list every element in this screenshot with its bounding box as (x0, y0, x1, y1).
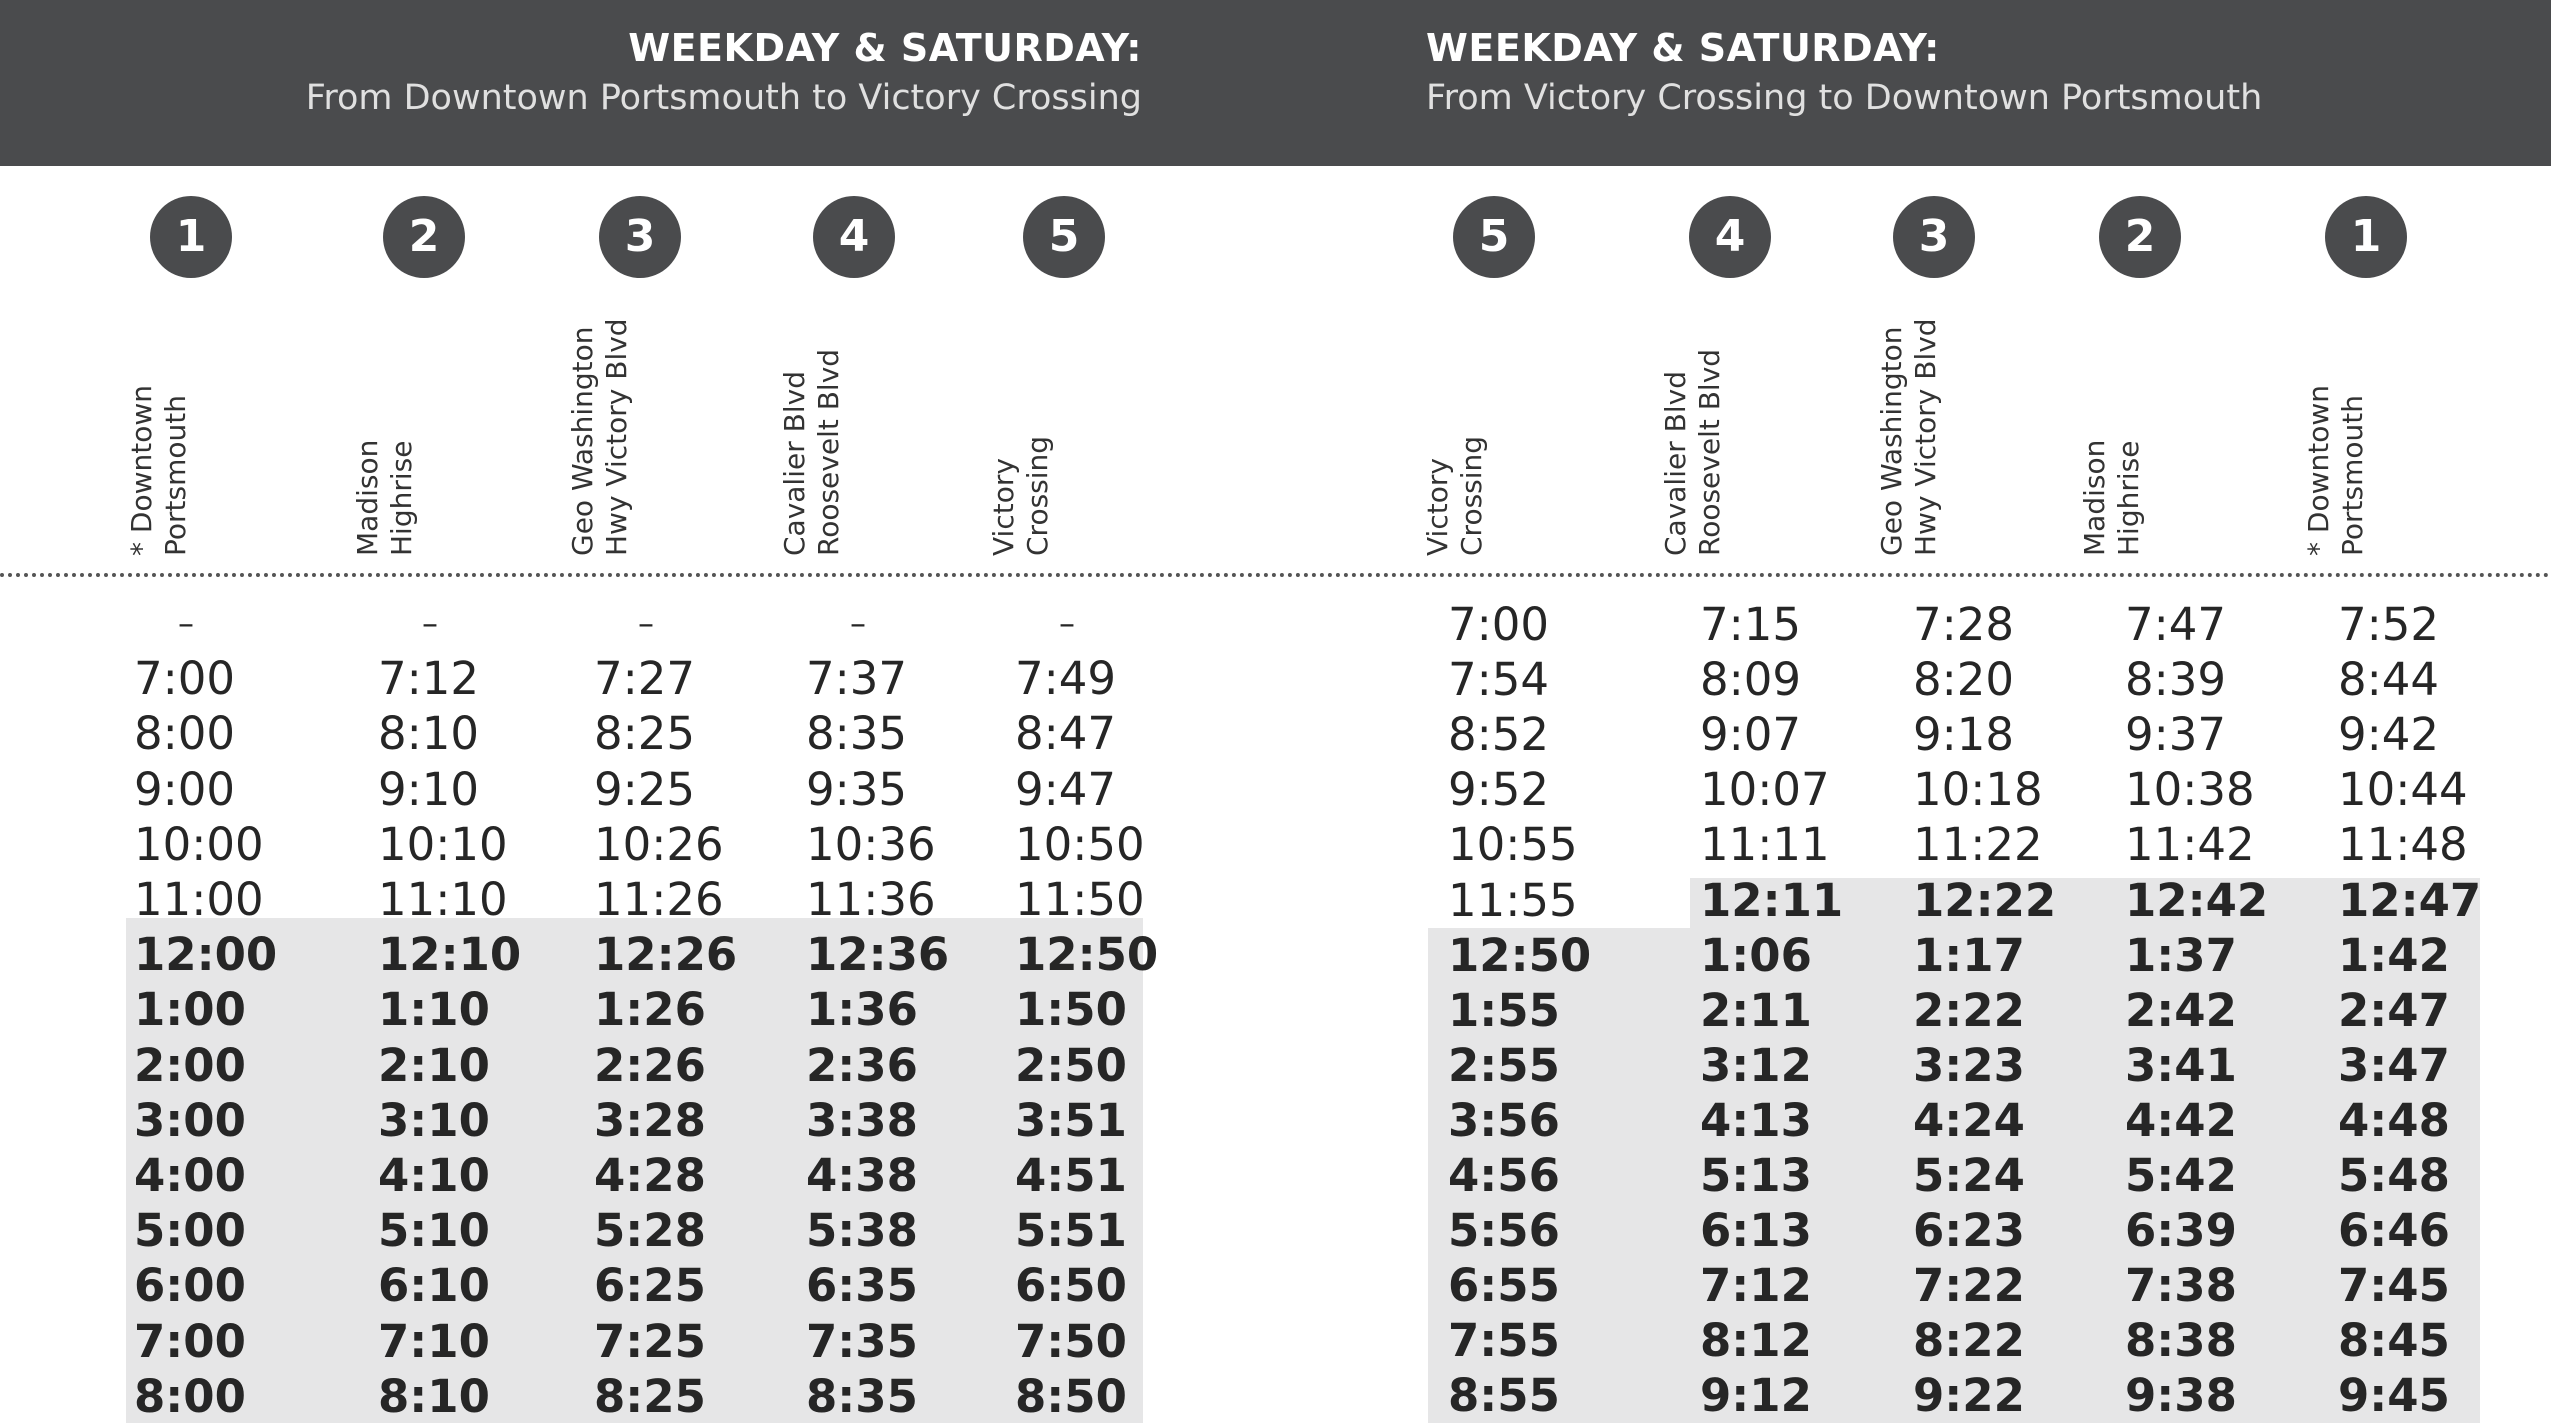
right-time-cell: 4:24 (1913, 1094, 2025, 1147)
left-time-cell: 8:10 (378, 707, 480, 760)
left-time-cell: 7:27 (594, 652, 696, 705)
left-time-cell: 7:00 (134, 652, 236, 705)
right-time-cell: 11:11 (1700, 818, 1830, 871)
right_stops-label: Victory Crossing (1421, 435, 1488, 556)
right-time-cell: 6:39 (2125, 1204, 2237, 1257)
left-time-cell: 10:10 (378, 818, 508, 871)
left-time-cell: 6:10 (378, 1259, 490, 1312)
right-time-cell: 2:42 (2125, 984, 2237, 1037)
right-time-cell: 5:13 (1700, 1149, 1812, 1202)
right-time-cell: 1:42 (2338, 929, 2450, 982)
right-time-cell: 6:55 (1448, 1259, 1560, 1312)
left-time-cell: 12:00 (134, 928, 278, 981)
right_stops-label: Cavalier Blvd Roosevelt Blvd (1659, 348, 1726, 556)
left-time-cell: 1:00 (134, 983, 246, 1036)
left-time-cell: 12:10 (378, 928, 522, 981)
left-time-cell: 8:35 (806, 707, 908, 760)
right-time-cell: 9:42 (2338, 708, 2440, 761)
right-time-cell: 11:42 (2125, 818, 2255, 871)
left-time-cell: 8:10 (378, 1370, 490, 1423)
right-time-cell: 9:12 (1700, 1369, 1812, 1422)
left_stops-circle: 2 (383, 196, 465, 278)
right-time-cell: 8:52 (1448, 708, 1550, 761)
left-time-cell: 7:00 (134, 1315, 246, 1368)
right_stops-circle: 2 (2099, 196, 2181, 278)
left-time-cell: 9:10 (378, 763, 480, 816)
right-time-cell: 7:22 (1913, 1259, 2025, 1312)
left-time-cell: 1:10 (378, 983, 490, 1036)
right-time-cell: 1:37 (2125, 929, 2237, 982)
right-time-cell: 8:12 (1700, 1314, 1812, 1367)
right-time-cell: 8:20 (1913, 653, 2015, 706)
right-time-cell: 3:47 (2338, 1039, 2450, 1092)
left-time-cell: 11:26 (594, 873, 724, 926)
left-time-cell: 8:35 (806, 1370, 918, 1423)
left-time-cell: 5:10 (378, 1204, 490, 1257)
left-time-cell: 11:10 (378, 873, 508, 926)
right-time-cell: 7:28 (1913, 598, 2015, 651)
left-time-cell: 5:28 (594, 1204, 706, 1257)
right-time-cell: 6:46 (2338, 1204, 2450, 1257)
left-time-cell: 5:51 (1015, 1204, 1127, 1257)
left-time-cell: 5:00 (134, 1204, 246, 1257)
right-time-cell: 12:42 (2125, 874, 2269, 927)
right-time-cell: 8:44 (2338, 653, 2440, 706)
right_stops-circle: 3 (1893, 196, 1975, 278)
left-time-cell: 2:36 (806, 1039, 918, 1092)
right-time-cell: 10:18 (1913, 763, 2043, 816)
right_stops-label: * Downtown Portsmouth (2302, 385, 2369, 556)
left-time-cell: 3:28 (594, 1094, 706, 1147)
dotted-divider (0, 573, 2551, 577)
right-time-cell: 8:39 (2125, 653, 2227, 706)
left-time-cell: 10:00 (134, 818, 264, 871)
left-time-cell: 10:50 (1015, 818, 1145, 871)
right-time-cell: 8:45 (2338, 1314, 2450, 1367)
right-time-cell: 7:12 (1700, 1259, 1812, 1312)
right_stops-circle: 1 (2325, 196, 2407, 278)
right-time-cell: 12:11 (1700, 874, 1844, 927)
left-time-cell: 1:26 (594, 983, 706, 1036)
right_stops-label: Geo Washington Hwy Victory Blvd (1875, 318, 1942, 556)
left_stops-label: Cavalier Blvd Roosevelt Blvd (778, 348, 845, 556)
left-time-cell: 4:00 (134, 1149, 246, 1202)
right-time-cell: 5:42 (2125, 1149, 2237, 1202)
left-time-cell: 3:10 (378, 1094, 490, 1147)
right-time-cell: 4:42 (2125, 1094, 2237, 1147)
right-time-cell: 2:22 (1913, 984, 2025, 1037)
left-time-cell: 8:47 (1015, 707, 1117, 760)
left-time-cell: 4:51 (1015, 1149, 1127, 1202)
left-time-cell: – (422, 604, 438, 642)
left-time-cell: 2:26 (594, 1039, 706, 1092)
right-time-cell: 5:56 (1448, 1204, 1560, 1257)
right-time-cell: 2:47 (2338, 984, 2450, 1037)
right-time-cell: 12:47 (2338, 874, 2482, 927)
right-time-cell: 9:52 (1448, 763, 1550, 816)
right-time-cell: 11:22 (1913, 818, 2043, 871)
left-time-cell: 6:00 (134, 1259, 246, 1312)
right-time-cell: 9:18 (1913, 708, 2015, 761)
left-time-cell: 6:50 (1015, 1259, 1127, 1312)
left-time-cell: 7:49 (1015, 652, 1117, 705)
right-time-cell: 9:22 (1913, 1369, 2025, 1422)
left-time-cell: 1:50 (1015, 983, 1127, 1036)
left-time-cell: 2:10 (378, 1039, 490, 1092)
left-time-cell: 2:50 (1015, 1039, 1127, 1092)
right-time-cell: 9:37 (2125, 708, 2227, 761)
right-time-cell: 3:56 (1448, 1094, 1560, 1147)
left-time-cell: 8:00 (134, 1370, 246, 1423)
left-header-subtitle: From Downtown Portsmouth to Victory Crossing (305, 78, 1142, 118)
left-time-cell: 7:25 (594, 1315, 706, 1368)
left-time-cell: 9:47 (1015, 763, 1117, 816)
right-time-cell: 7:47 (2125, 598, 2227, 651)
left-time-cell: – (850, 604, 866, 642)
left-time-cell: 7:12 (378, 652, 480, 705)
right-time-cell: 9:45 (2338, 1369, 2450, 1422)
left-header-title: WEEKDAY & SATURDAY: (628, 26, 1142, 70)
right-time-cell: 3:41 (2125, 1039, 2237, 1092)
right_stops-label: Madison Highrise (2078, 439, 2145, 556)
left-time-cell: 7:50 (1015, 1315, 1127, 1368)
left-time-cell: 3:38 (806, 1094, 918, 1147)
right-time-cell: 5:24 (1913, 1149, 2025, 1202)
right-time-cell: 7:55 (1448, 1314, 1560, 1367)
left_stops-circle: 4 (813, 196, 895, 278)
left-time-cell: 12:36 (806, 928, 950, 981)
right-time-cell: 1:17 (1913, 929, 2025, 982)
left-time-cell: 4:38 (806, 1149, 918, 1202)
left-time-cell: 7:10 (378, 1315, 490, 1368)
right-time-cell: 9:07 (1700, 708, 1802, 761)
left-time-cell: 7:35 (806, 1315, 918, 1368)
left-time-cell: 6:35 (806, 1259, 918, 1312)
right-time-cell: 12:22 (1913, 874, 2057, 927)
left-time-cell: 8:25 (594, 1370, 706, 1423)
right-time-cell: 7:00 (1448, 598, 1550, 651)
left-time-cell: 3:00 (134, 1094, 246, 1147)
left_stops-circle: 5 (1023, 196, 1105, 278)
right-header-title: WEEKDAY & SATURDAY: (1426, 26, 1940, 70)
left-time-cell: 9:00 (134, 763, 236, 816)
right-time-cell: 12:50 (1448, 929, 1592, 982)
left-time-cell: 10:26 (594, 818, 724, 871)
left-time-cell: 2:00 (134, 1039, 246, 1092)
left-time-cell: 11:00 (134, 873, 264, 926)
right-time-cell: 6:13 (1700, 1204, 1812, 1257)
right-time-cell: 4:48 (2338, 1094, 2450, 1147)
left-time-cell: 4:28 (594, 1149, 706, 1202)
right-time-cell: 2:11 (1700, 984, 1812, 1037)
right-time-cell: 7:15 (1700, 598, 1802, 651)
right-time-cell: 7:52 (2338, 598, 2440, 651)
left-time-cell: 12:50 (1015, 928, 1159, 981)
left-time-cell: 8:00 (134, 707, 236, 760)
right-time-cell: 7:38 (2125, 1259, 2237, 1312)
left-time-cell: 8:25 (594, 707, 696, 760)
left-time-cell: – (178, 604, 194, 642)
right-time-cell: 1:06 (1700, 929, 1812, 982)
right-time-cell: 11:48 (2338, 818, 2468, 871)
right-time-cell: 9:38 (2125, 1369, 2237, 1422)
right-time-cell: 3:12 (1700, 1039, 1812, 1092)
right-time-cell: 8:55 (1448, 1369, 1560, 1422)
left-time-cell: 10:36 (806, 818, 936, 871)
left-time-cell: 9:35 (806, 763, 908, 816)
left-time-cell: 9:25 (594, 763, 696, 816)
right-time-cell: 8:38 (2125, 1314, 2237, 1367)
right-time-cell: 11:55 (1448, 874, 1578, 927)
right-time-cell: 1:55 (1448, 984, 1560, 1037)
left_stops-label: Victory Crossing (987, 435, 1054, 556)
right_stops-circle: 5 (1453, 196, 1535, 278)
left-time-cell: – (1059, 604, 1075, 642)
left-time-cell: – (638, 604, 654, 642)
left-time-cell: 8:50 (1015, 1370, 1127, 1423)
left-time-cell: 6:25 (594, 1259, 706, 1312)
right-time-cell: 10:38 (2125, 763, 2255, 816)
right-time-cell: 5:48 (2338, 1149, 2450, 1202)
right-time-cell: 8:09 (1700, 653, 1802, 706)
right-time-cell: 3:23 (1913, 1039, 2025, 1092)
left_stops-circle: 3 (599, 196, 681, 278)
left_stops-circle: 1 (150, 196, 232, 278)
right-time-cell: 10:07 (1700, 763, 1830, 816)
right_stops-circle: 4 (1689, 196, 1771, 278)
right-time-cell: 7:45 (2338, 1259, 2450, 1312)
left-time-cell: 12:26 (594, 928, 738, 981)
right-time-cell: 10:55 (1448, 818, 1578, 871)
right-time-cell: 6:23 (1913, 1204, 2025, 1257)
left-time-cell: 3:51 (1015, 1094, 1127, 1147)
right-time-cell: 7:54 (1448, 653, 1550, 706)
left_stops-label: * Downtown Portsmouth (125, 385, 192, 556)
left_stops-label: Geo Washington Hwy Victory Blvd (566, 318, 633, 556)
left-time-cell: 5:38 (806, 1204, 918, 1257)
left_stops-label: Madison Highrise (351, 439, 418, 556)
left-time-cell: 4:10 (378, 1149, 490, 1202)
right-time-cell: 8:22 (1913, 1314, 2025, 1367)
left-time-cell: 11:50 (1015, 873, 1145, 926)
left-time-cell: 7:37 (806, 652, 908, 705)
right-time-cell: 4:56 (1448, 1149, 1560, 1202)
right-header-subtitle: From Victory Crossing to Downtown Portsmouth (1426, 78, 2263, 118)
left-time-cell: 11:36 (806, 873, 936, 926)
right-time-cell: 2:55 (1448, 1039, 1560, 1092)
left-time-cell: 1:36 (806, 983, 918, 1036)
right-time-cell: 4:13 (1700, 1094, 1812, 1147)
right-time-cell: 10:44 (2338, 763, 2468, 816)
